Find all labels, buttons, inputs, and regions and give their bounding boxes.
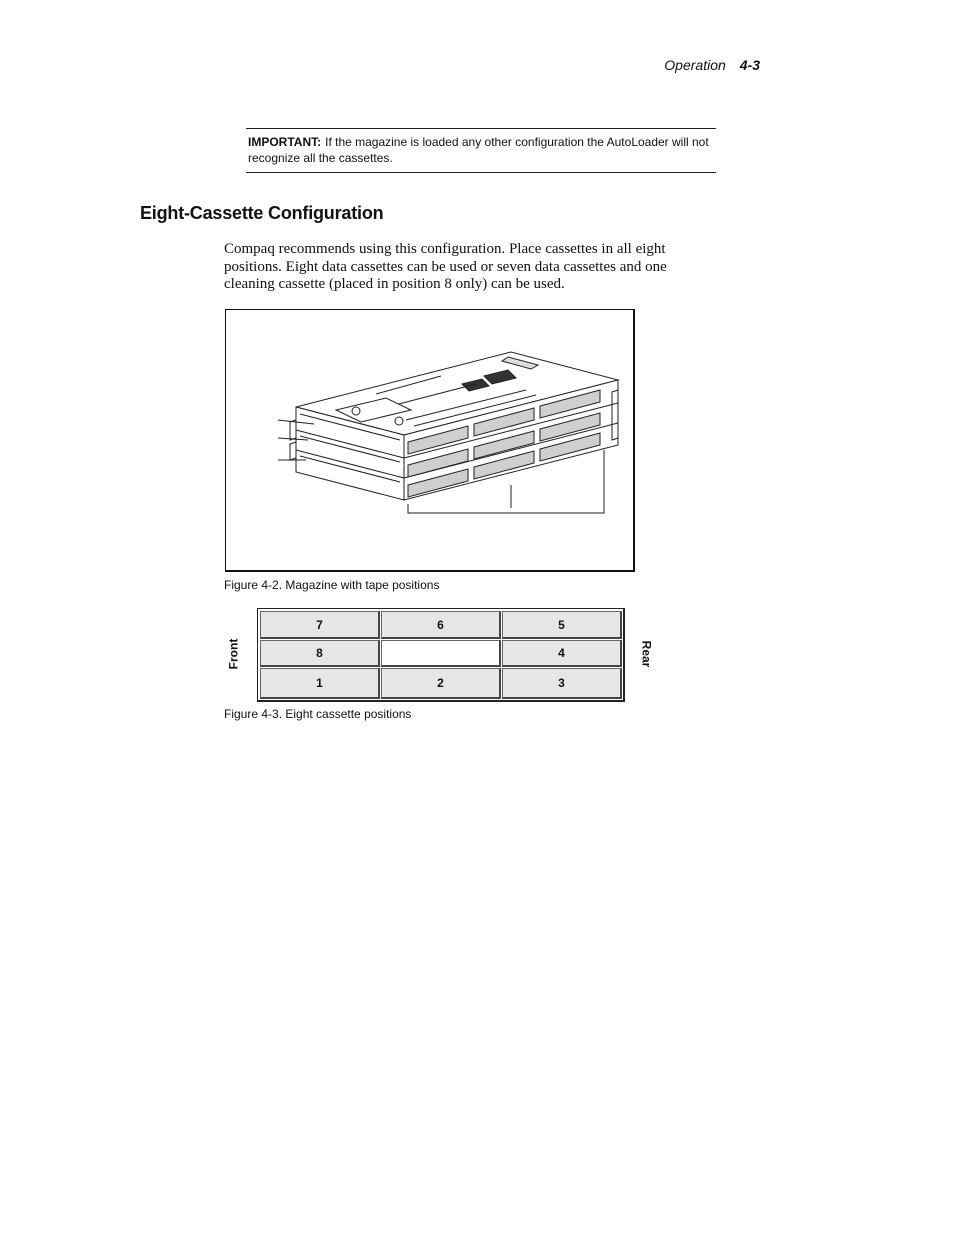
position-cell: 3: [502, 668, 622, 699]
position-cell: 2: [381, 668, 501, 699]
figure-caption-positions: Figure 4-3. Eight cassette positions: [224, 707, 412, 721]
rear-label: Rear: [639, 640, 654, 668]
running-head-section: Operation: [664, 57, 726, 73]
important-text: If the magazine is loaded any other configuration the AutoLoader will not recognize all the cassettes.: [248, 135, 709, 165]
cassette-position-grid: [257, 608, 625, 702]
magazine-illustration: [226, 310, 634, 571]
magazine-figure: [225, 309, 635, 572]
position-cell: 6: [381, 611, 501, 639]
figure-caption-magazine: Figure 4-2. Magazine with tape positions: [224, 578, 440, 592]
important-note: [246, 128, 716, 173]
position-cell: 4: [502, 640, 622, 667]
front-label: Front: [226, 638, 241, 670]
important-label: IMPORTANT:: [248, 135, 322, 149]
position-cell: 5: [502, 611, 622, 639]
position-cell: 1: [260, 668, 380, 699]
section-heading: Eight-Cassette Configuration: [140, 203, 384, 223]
running-head: [600, 57, 760, 73]
position-cell: 7: [260, 611, 380, 639]
position-cell: 8: [260, 640, 380, 667]
body-paragraph: Compaq recommends using this configuration. Place cassettes in all eight positions. Eight data cassettes can be used or seven data cassettes and one cleaning cassette (placed in position 8 only) can be used.: [224, 241, 667, 292]
position-cell-empty: [381, 640, 501, 667]
page-number: 4-3: [739, 57, 760, 73]
